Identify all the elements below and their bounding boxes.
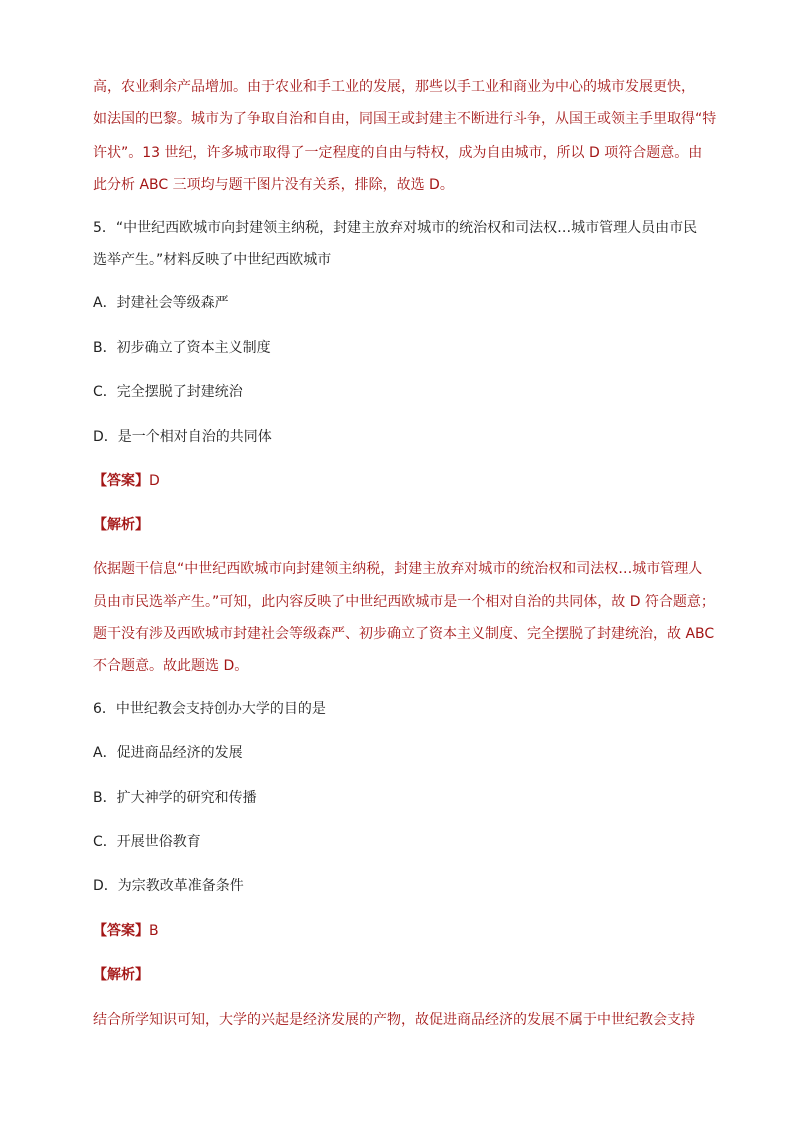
q5-stem-line: 5．“中世纪西欧城市向封建领主纳税，封建主放弃对城市的统治权和司法权…城市管理人员由市民 (93, 220, 698, 236)
q5-analysis-line: 不合题意。故此题选 D。 (93, 658, 249, 674)
q5-option-c: C．完全摆脱了封建统治 (93, 384, 243, 400)
q5-answer (93, 472, 160, 490)
q5-option-d: D．是一个相对自治的共同体 (93, 429, 272, 445)
q6-stem: 6．中世纪教会支持创办大学的目的是 (93, 701, 326, 717)
q5-stem-line: 选举产生。”材料反映了中世纪西欧城市 (93, 252, 332, 268)
q6-analysis-label: 【解析】 (93, 967, 149, 983)
answer-label: 【答案】 (93, 923, 149, 939)
q6-option-c: C．开展世俗教育 (93, 834, 201, 850)
q5-analysis-line: 依据题干信息“中世纪西欧城市向封建领主纳税，封建主放弃对城市的统治权和司法权…城市管理人 (93, 561, 703, 577)
q6-option-d: D．为宗教改革准备条件 (93, 878, 244, 894)
q5-analysis-line: 题干没有涉及西欧城市封建社会等级森严、初步确立了资本主义制度、完全摆脱了封建统治，故 ABC (93, 626, 715, 642)
answer-value: D (149, 473, 160, 489)
q5-option-b: B．初步确立了资本主义制度 (93, 340, 271, 356)
answer-label: 【答案】 (93, 473, 149, 489)
q6-option-a: A．促进商品经济的发展 (93, 745, 243, 761)
q5-analysis-line: 员由市民选举产生。”可知，此内容反映了中世纪西欧城市是一个相对自治的共同体，故 D 符合题意； (93, 594, 715, 610)
prev-analysis-line: 此分析 ABC 三项均与题干图片没有关系，排除，故选 D。 (93, 177, 454, 193)
prev-analysis-line: 高，农业剩余产品增加。由于农业和手工业的发展，那些以手工业和商业为中心的城市发展更快， (93, 79, 695, 95)
prev-analysis-line: 如法国的巴黎。城市为了争取自治和自由，同国王或封建主不断进行斗争，从国王或领主手里取得“特 (93, 111, 717, 127)
prev-analysis-line: 许状”。13 世纪，许多城市取得了一定程度的自由与特权，成为自由城市，所以 D 项符合题意。由 (93, 145, 703, 161)
q6-answer (93, 922, 159, 940)
q5-analysis-label: 【解析】 (93, 517, 149, 533)
q6-analysis-line: 结合所学知识可知，大学的兴起是经济发展的产物，故促进商品经济的发展不属于中世纪教会支持 (93, 1012, 695, 1028)
answer-value: B (149, 923, 159, 939)
q6-option-b: B．扩大神学的研究和传播 (93, 790, 257, 806)
q5-option-a: A．封建社会等级森严 (93, 295, 229, 311)
